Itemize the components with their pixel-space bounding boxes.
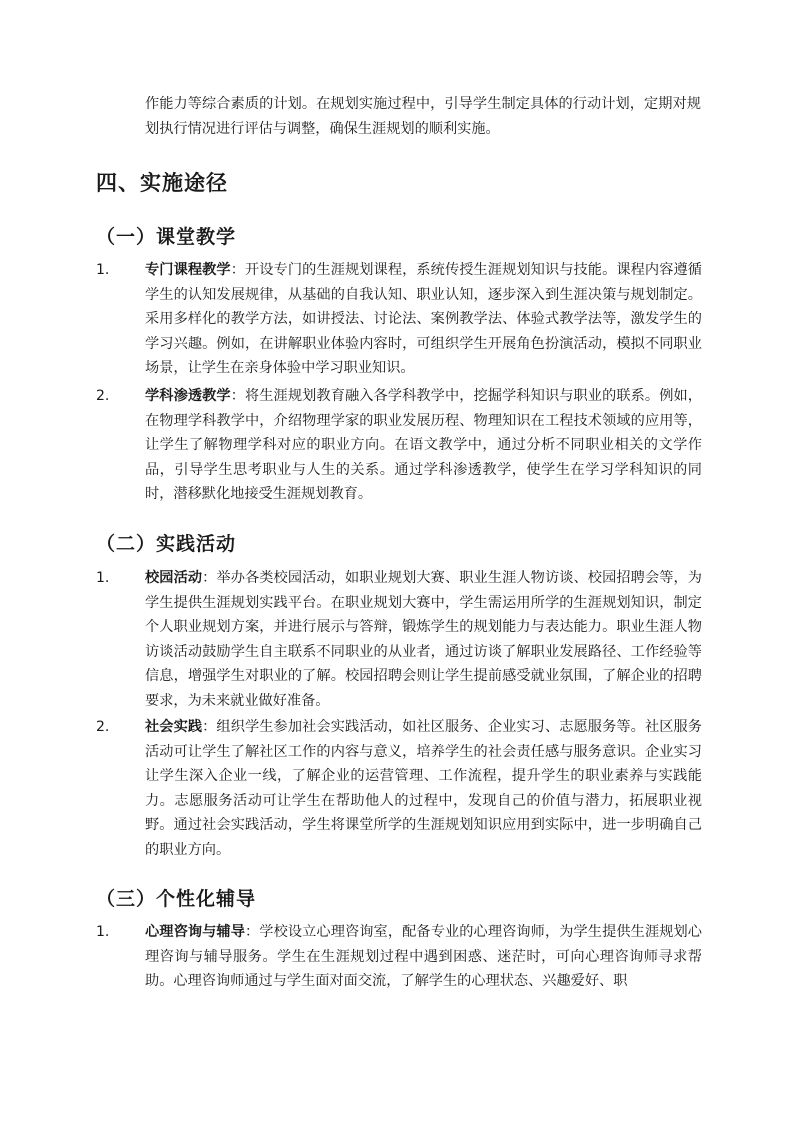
intro-continuation-paragraph: 作能力等综合素质的计划。在规划实施过程中，引导学生制定具体的行动计划，定期对规划执行情况进行评估与调整，确保生涯规划的顺利实施。 xyxy=(145,96,701,137)
list-item-text: ：学校设立心理咨询室，配备专业的心理咨询师，为学生提供生涯规划心理咨询与辅导服务。学生在生涯规划过程中遇到困惑、迷茫时，可向心理咨询师寻求帮助。心理咨询师通过与学生面对面交流，了解学生的心理状态、兴趣爱好、职 xyxy=(145,924,702,989)
list-item xyxy=(96,258,702,381)
list-item-number: 1. xyxy=(96,924,110,940)
list-item-text: ：开设专门的生涯规划课程，系统传授生涯规划知识与技能。课程内容遵循学生的认知发展规律，从基础的自我认知、职业认知，逐步深入到生涯决策与规划制定。采用多样化的教学方法，如讲授法、讨论法、案例教学法、体验式教学法等，激发学生的学习兴趣。例如，在讲解职业体验内容时，可组织学生开展角色扮演活动，模拟不同职业场景，让学生在亲身体验中学习职业知识。 xyxy=(145,262,702,376)
list-item-body xyxy=(145,384,702,507)
subsection-3-heading: （三）个性化辅导 xyxy=(96,888,257,910)
list-item-number: 1. xyxy=(96,570,110,586)
list-item-body xyxy=(145,566,702,713)
section-4-heading: 四、实施途径 xyxy=(96,171,228,195)
list-item-term: 学科渗透教学 xyxy=(145,388,231,404)
list-item xyxy=(96,715,702,862)
list-item-number: 2. xyxy=(96,719,110,735)
list-item-text: ：将生涯规划教育融入各学科教学中，挖掘学科知识与职业的联系。例如，在物理学科教学中，介绍物理学家的职业发展历程、物理知识在工程技术领域的应用等，让学生了解物理学科对应的职业方向。在语文教学中，通过分析不同职业相关的文学作品，引导学生思考职业与人生的关系。通过学科渗透教学，使学生在学习学科知识的同时，潜移默化地接受生涯规划教育。 xyxy=(145,388,702,502)
list-item-text: ：组织学生参加社会实践活动，如社区服务、企业实习、志愿服务等。社区服务活动可让学生了解社区工作的内容与意义，培养学生的社会责任感与服务意识。企业实习让学生深入企业一线，了解企业的运营管理、工作流程，提升学生的职业素养与实践能力。志愿服务活动可让学生在帮助他人的过程中，发现自己的价值与潜力，拓展职业视野。通过社会实践活动，学生将课堂所学的生涯规划知识应用到实际中，进一步明确自己的职业方向。 xyxy=(145,719,702,858)
list-item-body xyxy=(145,258,702,381)
list-item-body xyxy=(145,920,702,994)
list-item-number: 1. xyxy=(96,262,110,278)
list-item xyxy=(96,384,702,507)
subsection-2-heading: （二）实践活动 xyxy=(96,533,237,555)
list-item xyxy=(96,920,702,994)
list-item-number: 2. xyxy=(96,388,110,404)
list-item-body xyxy=(145,715,702,862)
list-item-term: 专门课程教学 xyxy=(145,262,231,278)
list-item-term: 校园活动 xyxy=(145,570,203,586)
list-item-term: 心理咨询与辅导 xyxy=(145,924,245,940)
list-item-term: 社会实践 xyxy=(145,719,203,735)
list-item-text: ：举办各类校园活动，如职业规划大赛、职业生涯人物访谈、校园招聘会等，为学生提供生涯规划实践平台。在职业规划大赛中，学生需运用所学的生涯规划知识，制定个人职业规划方案，并进行展示与答辩，锻炼学生的规划能力与表达能力。职业生涯人物访谈活动鼓励学生自主联系不同职业的从业者，通过访谈了解职业发展路径、工作经验等信息，增强学生对职业的了解。校园招聘会则让学生提前感受就业氛围，了解企业的招聘要求，为未来就业做好准备。 xyxy=(145,570,702,709)
subsection-1-heading: （一）课堂教学 xyxy=(96,226,237,248)
list-item xyxy=(96,566,702,713)
